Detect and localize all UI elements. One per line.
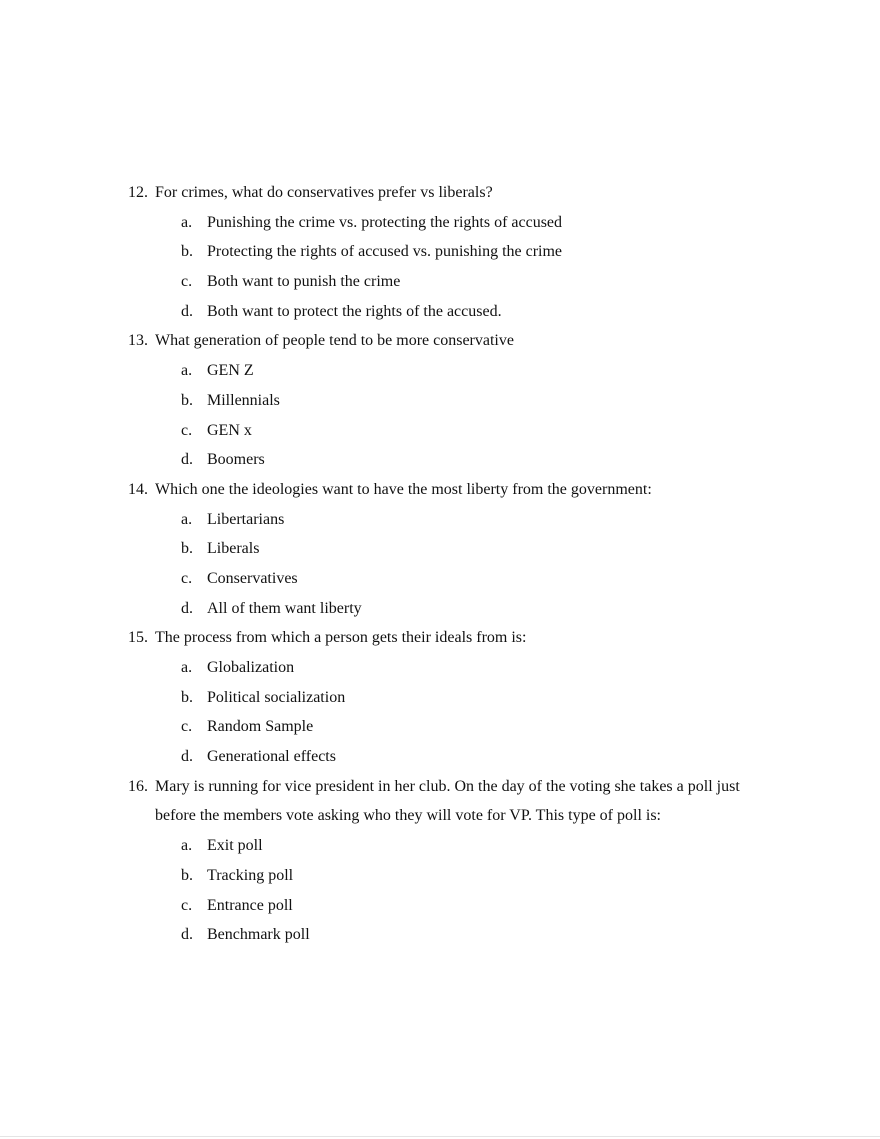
option-letter: c. <box>181 421 193 439</box>
option-letter: a. <box>181 362 193 380</box>
option-letter: a. <box>181 837 193 855</box>
option-letter: a. <box>181 659 193 676</box>
answer-option <box>128 683 828 713</box>
option-text: Millennials <box>207 391 280 409</box>
answer-option <box>128 356 828 386</box>
option-text: Liberals <box>207 540 260 558</box>
question-16 <box>128 772 828 950</box>
answer-option <box>128 861 828 891</box>
question-stem <box>128 178 828 208</box>
question-text: The process from which a person gets their ideals from is: <box>155 629 527 647</box>
option-text: Punishing the crime vs. protecting the rights of accused <box>207 213 563 231</box>
option-text: Boomers <box>207 451 265 469</box>
option-letter: c. <box>181 718 193 736</box>
option-text: Protecting the rights of accused vs. punishing the crime <box>207 243 563 261</box>
answer-option <box>128 653 828 683</box>
answer-option <box>128 208 828 238</box>
option-letter: d. <box>181 599 193 617</box>
answer-option <box>128 920 828 950</box>
option-text: Conservatives <box>207 569 298 587</box>
option-letter: d. <box>181 451 193 469</box>
option-letter: b. <box>181 688 193 706</box>
question-stem <box>128 623 828 653</box>
option-letter: c. <box>181 569 193 587</box>
option-letter: b. <box>181 866 193 884</box>
answer-option <box>128 594 828 624</box>
option-text: Both want to punish the crime <box>207 273 401 291</box>
answer-option <box>128 564 828 594</box>
answer-option <box>128 712 828 742</box>
answer-option <box>128 416 828 446</box>
option-text: Benchmark poll <box>207 926 310 944</box>
question-stem <box>128 326 828 356</box>
option-text: Entrance poll <box>207 896 293 914</box>
answer-option <box>128 297 828 327</box>
question-list <box>128 178 828 950</box>
answer-option <box>128 534 828 564</box>
question-15 <box>128 623 828 771</box>
question-number: 12. <box>128 184 148 201</box>
option-letter: b. <box>181 391 193 409</box>
option-letter: b. <box>181 243 193 261</box>
answer-option <box>128 891 828 921</box>
option-text: Tracking poll <box>207 866 294 884</box>
answer-option <box>128 831 828 861</box>
answer-option <box>128 742 828 772</box>
question-number: 15. <box>128 629 148 647</box>
option-letter: d. <box>181 302 193 320</box>
question-14 <box>128 475 828 623</box>
option-text: Generational effects <box>207 748 336 766</box>
answer-option <box>128 386 828 416</box>
question-text: What generation of people tend to be more conservative <box>155 332 514 350</box>
question-stem <box>128 772 828 802</box>
answer-option <box>128 445 828 475</box>
question-text: For crimes, what do conservatives prefer vs liberals? <box>155 184 493 201</box>
option-letter: c. <box>181 896 193 914</box>
question-12 <box>128 178 828 326</box>
option-letter: d. <box>181 926 193 944</box>
question-number: 16. <box>128 777 148 795</box>
question-text: Which one the ideologies want to have the most liberty from the government: <box>155 480 652 498</box>
question-number: 14. <box>128 480 148 498</box>
question-text: Mary is running for vice president in her club. On the day of the voting she takes a poll just <box>155 777 740 795</box>
option-letter: a. <box>181 510 193 528</box>
option-letter: c. <box>181 273 193 291</box>
option-letter: a. <box>181 213 193 231</box>
answer-option <box>128 267 828 297</box>
option-text: Random Sample <box>207 718 314 736</box>
question-stem <box>128 475 828 505</box>
page-bottom-edge <box>0 1136 880 1137</box>
option-letter: b. <box>181 540 193 558</box>
option-text: GEN x <box>207 421 252 439</box>
answer-option <box>128 237 828 267</box>
option-letter: d. <box>181 748 193 766</box>
question-13 <box>128 326 828 474</box>
option-text: Exit poll <box>207 837 263 855</box>
option-text: Globalization <box>207 659 295 676</box>
question-text-continued: before the members vote asking who they will vote for VP. This type of poll is: <box>155 807 661 825</box>
option-text: GEN Z <box>207 362 254 380</box>
option-text: All of them want liberty <box>207 599 362 617</box>
answer-option <box>128 505 828 535</box>
question-number: 13. <box>128 332 148 350</box>
option-text: Libertarians <box>207 510 285 528</box>
option-text: Both want to protect the rights of the accused. <box>207 302 502 320</box>
option-text: Political socialization <box>207 688 346 706</box>
